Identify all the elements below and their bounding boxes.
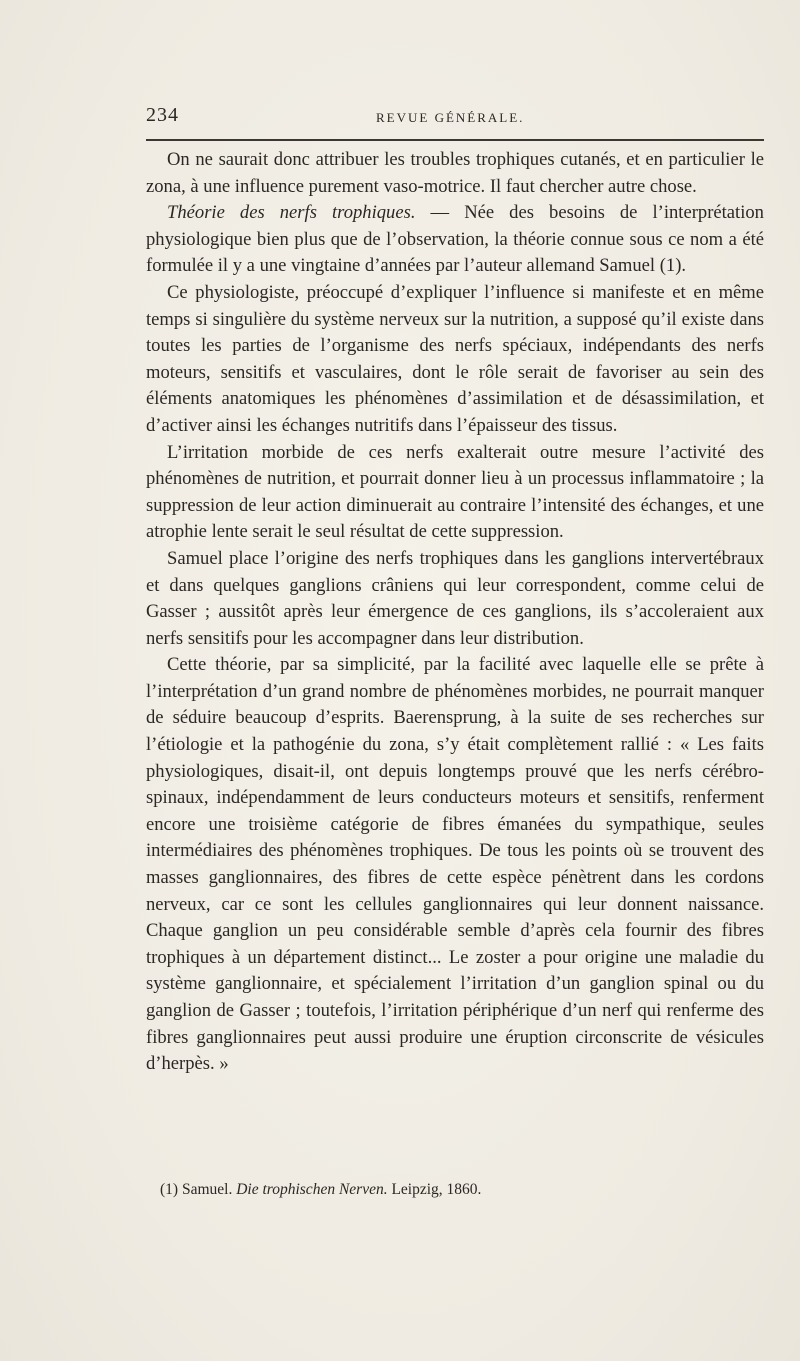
body-text bbox=[146, 147, 764, 1078]
footnote-marker: (1) Samuel. bbox=[160, 1181, 237, 1198]
running-title: REVUE GÉNÉRALE. bbox=[376, 110, 525, 125]
paragraph: Cette théorie, par sa simplicité, par la facilité avec laquelle elle se prête à l’interprétation d’un grand nombre de phénomènes morbides, ne pourrait manquer de séduire beaucoup d’esprits. Baerensprung, à la suite de ses recherches sur l’étiologie et la pathogénie du zona, s’y était complètement rallié : « Les faits physiologiques, disait-il, ont depuis longtemps prouvé que les nerfs cérébro-spinaux, indépendamment de leurs conducteurs moteurs et sensitifs, renferment encore une troisième catégorie de fibres émanées du sympathique, seules intermédiaires des phénomènes trophiques. De tous les points où se trouvent des masses ganglionnaires, des fibres de cette espèce pénètrent dans les cordons nerveux, car ce sont les cellules ganglionnaires qui leur donnent naissance. Chaque ganglion un peu considérable semble d’après cela fournir des fibres trophiques à un département distinct... Le zoster a pour origine une maladie du système ganglionnaire, et spécialement l’irritation d’un ganglion spinal ou du ganglion de Gasser ; toutefois, l’irritation périphérique d’un nerf qui renferme des fibres ganglionnaires peut aussi produire une éruption circonscrite de vésicules d’herpès. » bbox=[146, 654, 764, 1075]
paragraph: Théorie des nerfs trophiques. — Née des besoins de l’interprétation physiologique bien plus que de l’observation, la théorie connue sous ce nom a été formulée il y a une vingtaine d’années par l’auteur allemand Samuel (1). bbox=[146, 202, 764, 277]
paragraph: Samuel place l’origine des nerfs trophiques dans les ganglions intervertébraux et dans quelques ganglions crâniens qui leur correspondent, comme celui de Gasser ; aussitôt après leur émergence de ces ganglions, ils s’accoleraient aux nerfs sensitifs pour les accompagner dans leur distribution. bbox=[146, 547, 764, 649]
page-header bbox=[146, 104, 764, 132]
paragraph: On ne saurait donc attribuer les troubles trophiques cutanés, et en particulier le zona, à une influence purement vaso-motrice. Il faut chercher autre chose. bbox=[146, 149, 764, 197]
page-number: 234 bbox=[146, 104, 179, 126]
footnote-rest: Leipzig, 1860. bbox=[387, 1181, 482, 1198]
footnote-title: Die trophischen Nerven. bbox=[236, 1181, 388, 1198]
header-rule bbox=[146, 139, 764, 141]
footnote bbox=[160, 1180, 764, 1200]
paragraph: Ce physiologiste, préoccupé d’expliquer l’influence si manifeste et en même temps si singulière du système nerveux sur la nutrition, a supposé qu’il existe dans toutes les parties de l’organisme des nerfs spéciaux, indépendants des nerfs moteurs, sensitifs et vasculaires, dont le rôle serait de favoriser au sein des éléments anatomiques les phénomènes d’assimilation et de désassimilation, et d’activer ainsi les échanges nutritifs dans l’épaisseur des tissus. bbox=[146, 281, 764, 436]
section-heading-italic: Théorie des nerfs trophiques. bbox=[167, 202, 416, 224]
paragraph: L’irritation morbide de ces nerfs exalterait outre mesure l’activité des phénomènes de nutrition, et pourrait donner lieu à un processus inflammatoire ; la suppression de leur action diminuerait au contraire l’intensité des échanges, et une atrophie lente serait le seul résultat de cette suppression. bbox=[146, 441, 764, 543]
